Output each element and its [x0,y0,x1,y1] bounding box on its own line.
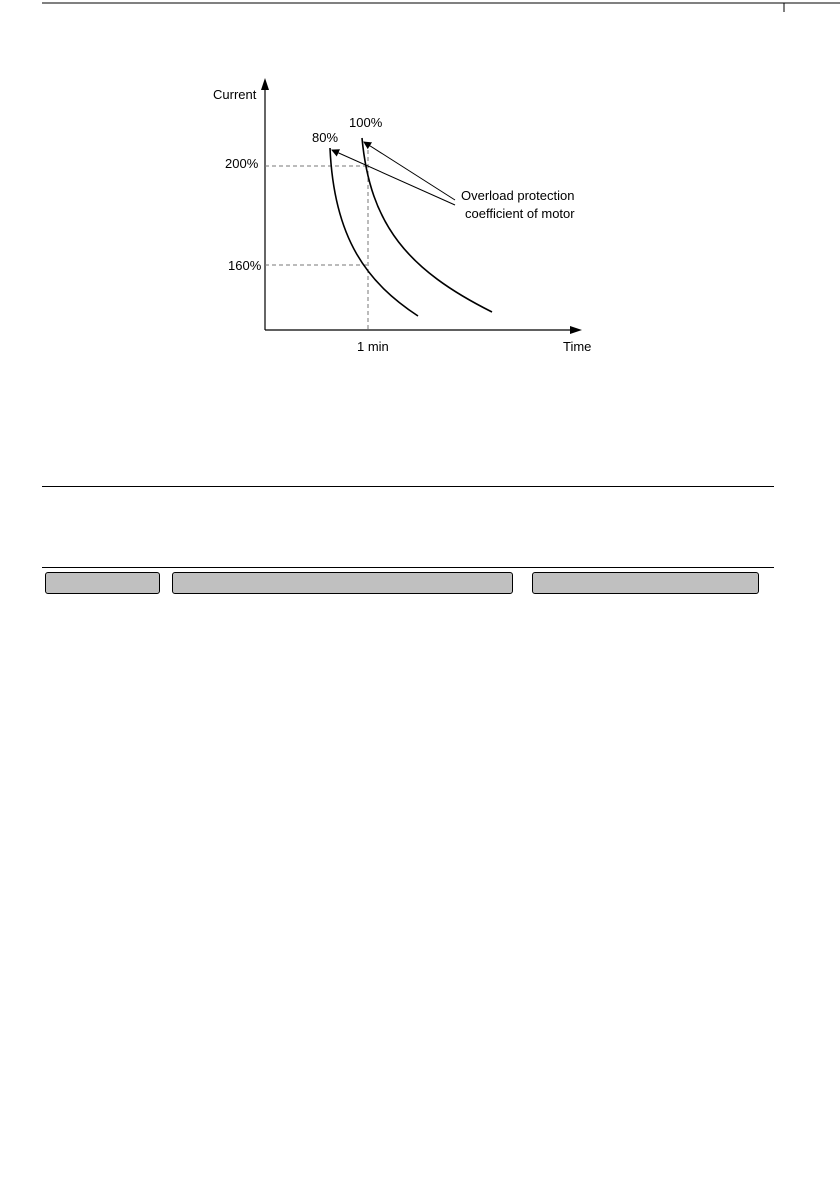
y-axis-arrowhead [261,78,269,90]
annotation-text-line2: coefficient of motor [465,206,575,221]
y-tick-label-160: 160% [228,258,262,273]
table-header-cell-1 [45,572,160,594]
x-axis-arrowhead [570,326,582,334]
x-axis-label: Time [563,339,592,354]
table-header-cell-2 [172,572,513,594]
curve-label-80: 80% [312,130,339,145]
overload-protection-figure [0,0,840,380]
curve-label-100: 100% [349,115,383,130]
annotation-text-line1: Overload protection [461,188,575,203]
annotation-arrow-100 [364,142,455,200]
annotation-arrow-80 [332,150,455,205]
table-header-cell-3 [532,572,759,594]
section-divider-rule [42,486,774,487]
y-axis-label: Current [213,87,257,102]
curve-80-percent [330,148,418,316]
table-top-rule [42,567,774,568]
x-tick-label-1min: 1 min [357,339,389,354]
y-tick-label-200: 200% [225,156,259,171]
